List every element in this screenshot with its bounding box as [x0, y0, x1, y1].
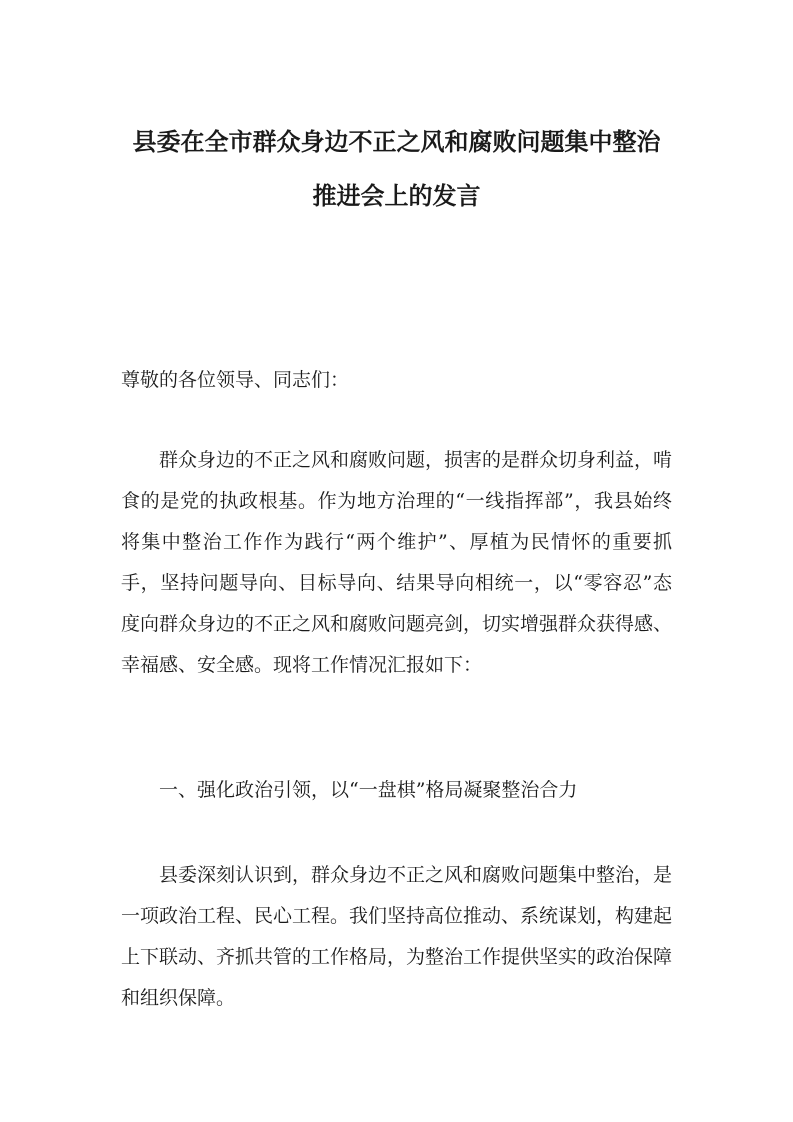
- paragraph-section-1: 县委深刻认识到，群众身边不正之风和腐败问题集中整治，是一项政治工程、民心工程。我们坚持高位推动、系统谋划，构建起上下联动、齐抓共管的工作格局，为整治工作提供坚实的政治保障和组织保障。: [121, 864, 673, 1009]
- document-title-line-1: 县委在全市群众身边不正之风和腐败问题集中整治: [132, 127, 661, 156]
- salutation: 尊敬的各位领导、同志们：: [121, 369, 350, 391]
- paragraph-intro: 群众身边的不正之风和腐败问题，损害的是群众切身利益，啃食的是党的执政根基。作为地方治理的“一线指挥部”，我县始终将集中整治工作作为践行“两个维护”、厚植为民情怀的重要抓手，坚持问题导向、目标导向、结果导向相统一，以“零容忍”态度向群众身边的不正之风和腐败问题亮剑，切实增强群众获得感、幸福感、安全感。现将工作情况汇报如下：: [121, 449, 673, 676]
- document-title-line-2: 推进会上的发言: [312, 181, 481, 210]
- section-heading-1: 一、强化政治引领，以“一盘棋”格局凝聚整治合力: [159, 779, 578, 801]
